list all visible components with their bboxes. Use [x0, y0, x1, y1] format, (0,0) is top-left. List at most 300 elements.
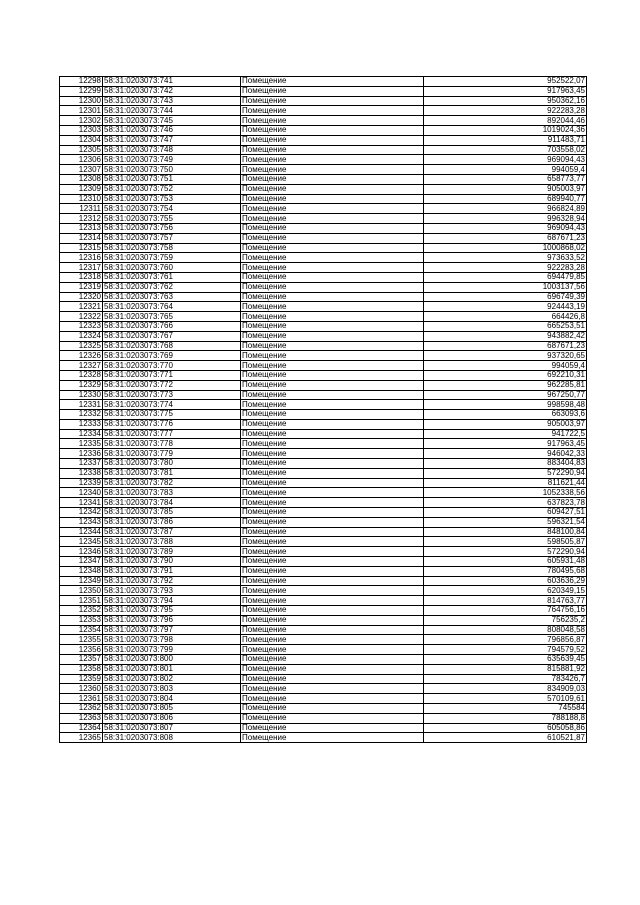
cadastral-number-cell: 58:31:0203073:765 [103, 312, 241, 322]
cadastral-value-cell: 689940,77 [424, 194, 587, 204]
table-row [60, 733, 587, 743]
cadastral-number-cell: 58:31:0203073:799 [103, 645, 241, 655]
object-type-cell: Помещение [241, 351, 424, 361]
object-type-cell: Помещение [241, 449, 424, 459]
table-row [60, 468, 587, 478]
cadastral-number-cell: 58:31:0203073:742 [103, 86, 241, 96]
cadastral-number-cell: 58:31:0203073:755 [103, 214, 241, 224]
table-row [60, 645, 587, 655]
cadastral-number-cell: 58:31:0203073:797 [103, 625, 241, 635]
row-number-cell: 12328 [60, 370, 103, 380]
cadastral-value-cell: 596321,54 [424, 517, 587, 527]
table-row [60, 145, 587, 155]
cadastral-value-cell: 969094,43 [424, 155, 587, 165]
cadastral-value-cell: 973633,52 [424, 253, 587, 263]
cadastral-value-cell: 664426,8 [424, 312, 587, 322]
row-number-cell: 12309 [60, 184, 103, 194]
cadastral-value-cell: 635639,45 [424, 655, 587, 665]
object-type-cell: Помещение [241, 165, 424, 175]
row-number-cell: 12341 [60, 498, 103, 508]
cadastral-value-cell: 605058,86 [424, 723, 587, 733]
cadastral-value-cell: 780495,68 [424, 566, 587, 576]
cadastral-value-cell: 814763,77 [424, 596, 587, 606]
row-number-cell: 12352 [60, 606, 103, 616]
cadastral-value-cell: 687671,23 [424, 341, 587, 351]
object-type-cell: Помещение [241, 733, 424, 743]
table-row [60, 625, 587, 635]
row-number-cell: 12361 [60, 694, 103, 704]
table-row [60, 566, 587, 576]
cadastral-value-cell: 609427,51 [424, 508, 587, 518]
cadastral-number-cell: 58:31:0203073:772 [103, 380, 241, 390]
table-row [60, 615, 587, 625]
row-number-cell: 12348 [60, 566, 103, 576]
cadastral-value-cell: 808048,58 [424, 625, 587, 635]
table-row [60, 184, 587, 194]
cadastral-number-cell: 58:31:0203073:802 [103, 674, 241, 684]
cadastral-number-cell: 58:31:0203073:760 [103, 263, 241, 273]
cadastral-number-cell: 58:31:0203073:758 [103, 243, 241, 253]
table-row [60, 135, 587, 145]
cadastral-value-cell: 1003137,56 [424, 282, 587, 292]
table-row [60, 253, 587, 263]
object-type-cell: Помещение [241, 370, 424, 380]
cadastral-number-cell: 58:31:0203073:764 [103, 302, 241, 312]
table-row [60, 508, 587, 518]
cadastral-value-cell: 994059,4 [424, 361, 587, 371]
row-number-cell: 12321 [60, 302, 103, 312]
object-type-cell: Помещение [241, 596, 424, 606]
table-row [60, 449, 587, 459]
object-type-cell: Помещение [241, 263, 424, 273]
cadastral-number-cell: 58:31:0203073:762 [103, 282, 241, 292]
cadastral-value-cell: 794579,52 [424, 645, 587, 655]
row-number-cell: 12320 [60, 292, 103, 302]
row-number-cell: 12305 [60, 145, 103, 155]
cadastral-value-cell: 598505,87 [424, 537, 587, 547]
cadastral-number-cell: 58:31:0203073:790 [103, 557, 241, 567]
row-number-cell: 12313 [60, 223, 103, 233]
cadastral-number-cell: 58:31:0203073:803 [103, 684, 241, 694]
cadastral-number-cell: 58:31:0203073:775 [103, 410, 241, 420]
object-type-cell: Помещение [241, 116, 424, 126]
object-type-cell: Помещение [241, 664, 424, 674]
cadastral-number-cell: 58:31:0203073:777 [103, 429, 241, 439]
object-type-cell: Помещение [241, 135, 424, 145]
table-row [60, 214, 587, 224]
row-number-cell: 12362 [60, 704, 103, 714]
object-type-cell: Помещение [241, 713, 424, 723]
row-number-cell: 12344 [60, 527, 103, 537]
object-type-cell: Помещение [241, 390, 424, 400]
cadastral-value-cell: 922283,28 [424, 106, 587, 116]
table-row [60, 527, 587, 537]
table-row [60, 86, 587, 96]
cadastral-number-cell: 58:31:0203073:747 [103, 135, 241, 145]
row-number-cell: 12310 [60, 194, 103, 204]
cadastral-number-cell: 58:31:0203073:759 [103, 253, 241, 263]
object-type-cell: Помещение [241, 527, 424, 537]
cadastral-number-cell: 58:31:0203073:753 [103, 194, 241, 204]
cadastral-number-cell: 58:31:0203073:778 [103, 439, 241, 449]
row-number-cell: 12359 [60, 674, 103, 684]
row-number-cell: 12312 [60, 214, 103, 224]
cadastral-value-cell: 764756,16 [424, 606, 587, 616]
cadastral-value-cell: 922283,28 [424, 263, 587, 273]
row-number-cell: 12308 [60, 174, 103, 184]
row-number-cell: 12364 [60, 723, 103, 733]
cadastral-number-cell: 58:31:0203073:769 [103, 351, 241, 361]
cadastral-value-cell: 924443,19 [424, 302, 587, 312]
table-row [60, 723, 587, 733]
row-number-cell: 12302 [60, 116, 103, 126]
cadastral-number-cell: 58:31:0203073:780 [103, 459, 241, 469]
row-number-cell: 12325 [60, 341, 103, 351]
table-row [60, 204, 587, 214]
cadastral-number-cell: 58:31:0203073:743 [103, 96, 241, 106]
cadastral-value-cell: 848100,84 [424, 527, 587, 537]
object-type-cell: Помещение [241, 292, 424, 302]
table-row [60, 410, 587, 420]
row-number-cell: 12300 [60, 96, 103, 106]
table-row [60, 478, 587, 488]
table-row [60, 194, 587, 204]
cadastral-value-cell: 703558,02 [424, 145, 587, 155]
cadastral-value-cell: 883404,83 [424, 459, 587, 469]
cadastral-value-cell: 620349,15 [424, 586, 587, 596]
cadastral-number-cell: 58:31:0203073:800 [103, 655, 241, 665]
object-type-cell: Помещение [241, 615, 424, 625]
cadastral-number-cell: 58:31:0203073:774 [103, 400, 241, 410]
row-number-cell: 12332 [60, 410, 103, 420]
table-body [60, 77, 587, 743]
cadastral-number-cell: 58:31:0203073:748 [103, 145, 241, 155]
table-row [60, 233, 587, 243]
object-type-cell: Помещение [241, 194, 424, 204]
table-row [60, 263, 587, 273]
row-number-cell: 12356 [60, 645, 103, 655]
table-row [60, 116, 587, 126]
row-number-cell: 12333 [60, 419, 103, 429]
object-type-cell: Помещение [241, 557, 424, 567]
table-row [60, 125, 587, 135]
row-number-cell: 12315 [60, 243, 103, 253]
row-number-cell: 12304 [60, 135, 103, 145]
table-row [60, 351, 587, 361]
cadastral-number-cell: 58:31:0203073:741 [103, 77, 241, 87]
row-number-cell: 12327 [60, 361, 103, 371]
table-row [60, 165, 587, 175]
cadastral-value-cell: 756235,2 [424, 615, 587, 625]
object-type-cell: Помещение [241, 498, 424, 508]
cadastral-number-cell: 58:31:0203073:745 [103, 116, 241, 126]
table-row [60, 655, 587, 665]
object-type-cell: Помещение [241, 106, 424, 116]
cadastral-number-cell: 58:31:0203073:783 [103, 488, 241, 498]
object-type-cell: Помещение [241, 233, 424, 243]
cadastral-value-cell: 663093,6 [424, 410, 587, 420]
table-row [60, 96, 587, 106]
table-row [60, 400, 587, 410]
cadastral-value-cell: 637823,78 [424, 498, 587, 508]
object-type-cell: Помещение [241, 704, 424, 714]
cadastral-number-cell: 58:31:0203073:782 [103, 478, 241, 488]
object-type-cell: Помещение [241, 655, 424, 665]
row-number-cell: 12306 [60, 155, 103, 165]
object-type-cell: Помещение [241, 576, 424, 586]
cadastral-value-cell: 962285,81 [424, 380, 587, 390]
cadastral-value-cell: 994059,4 [424, 165, 587, 175]
cadastral-number-cell: 58:31:0203073:788 [103, 537, 241, 547]
cadastral-value-cell: 911483,71 [424, 135, 587, 145]
cadastral-value-cell: 1019024,36 [424, 125, 587, 135]
object-type-cell: Помещение [241, 410, 424, 420]
row-number-cell: 12346 [60, 547, 103, 557]
table-row [60, 380, 587, 390]
cadastral-number-cell: 58:31:0203073:787 [103, 527, 241, 537]
cadastral-number-cell: 58:31:0203073:792 [103, 576, 241, 586]
row-number-cell: 12351 [60, 596, 103, 606]
table-row [60, 390, 587, 400]
table-row [60, 439, 587, 449]
object-type-cell: Помещение [241, 96, 424, 106]
row-number-cell: 12324 [60, 331, 103, 341]
object-type-cell: Помещение [241, 331, 424, 341]
cadastral-number-cell: 58:31:0203073:786 [103, 517, 241, 527]
cadastral-number-cell: 58:31:0203073:761 [103, 272, 241, 282]
table-row [60, 498, 587, 508]
cadastral-value-cell: 692210,31 [424, 370, 587, 380]
object-type-cell: Помещение [241, 419, 424, 429]
row-number-cell: 12343 [60, 517, 103, 527]
cadastral-number-cell: 58:31:0203073:798 [103, 635, 241, 645]
row-number-cell: 12365 [60, 733, 103, 743]
cadastral-number-cell: 58:31:0203073:751 [103, 174, 241, 184]
object-type-cell: Помещение [241, 302, 424, 312]
object-type-cell: Помещение [241, 155, 424, 165]
row-number-cell: 12335 [60, 439, 103, 449]
cadastral-value-cell: 687671,23 [424, 233, 587, 243]
cadastral-number-cell: 58:31:0203073:757 [103, 233, 241, 243]
row-number-cell: 12318 [60, 272, 103, 282]
cadastral-number-cell: 58:31:0203073:756 [103, 223, 241, 233]
row-number-cell: 12349 [60, 576, 103, 586]
object-type-cell: Помещение [241, 174, 424, 184]
object-type-cell: Помещение [241, 312, 424, 322]
cadastral-value-cell: 605931,48 [424, 557, 587, 567]
row-number-cell: 12345 [60, 537, 103, 547]
cadastral-value-cell: 783426,7 [424, 674, 587, 684]
table-row [60, 576, 587, 586]
cadastral-value-cell: 570109,61 [424, 694, 587, 704]
object-type-cell: Помещение [241, 86, 424, 96]
row-number-cell: 12347 [60, 557, 103, 567]
row-number-cell: 12331 [60, 400, 103, 410]
cadastral-number-cell: 58:31:0203073:776 [103, 419, 241, 429]
cadastral-value-cell: 745584 [424, 704, 587, 714]
cadastral-value-cell: 1052338,56 [424, 488, 587, 498]
cadastral-value-cell: 969094,43 [424, 223, 587, 233]
cadastral-number-cell: 58:31:0203073:796 [103, 615, 241, 625]
object-type-cell: Помещение [241, 125, 424, 135]
object-type-cell: Помещение [241, 547, 424, 557]
row-number-cell: 12311 [60, 204, 103, 214]
object-type-cell: Помещение [241, 459, 424, 469]
cadastral-value-cell: 834909,03 [424, 684, 587, 694]
cadastral-number-cell: 58:31:0203073:789 [103, 547, 241, 557]
object-type-cell: Помещение [241, 439, 424, 449]
cadastral-value-cell: 658773,77 [424, 174, 587, 184]
row-number-cell: 12301 [60, 106, 103, 116]
cadastral-number-cell: 58:31:0203073:763 [103, 292, 241, 302]
row-number-cell: 12314 [60, 233, 103, 243]
cadastral-number-cell: 58:31:0203073:784 [103, 498, 241, 508]
object-type-cell: Помещение [241, 478, 424, 488]
row-number-cell: 12334 [60, 429, 103, 439]
table-row [60, 282, 587, 292]
cadastral-number-cell: 58:31:0203073:801 [103, 664, 241, 674]
table-row [60, 557, 587, 567]
row-number-cell: 12326 [60, 351, 103, 361]
cadastral-number-cell: 58:31:0203073:752 [103, 184, 241, 194]
object-type-cell: Помещение [241, 321, 424, 331]
object-type-cell: Помещение [241, 684, 424, 694]
table-row [60, 596, 587, 606]
cadastral-number-cell: 58:31:0203073:806 [103, 713, 241, 723]
table-row [60, 704, 587, 714]
object-type-cell: Помещение [241, 537, 424, 547]
table-row [60, 488, 587, 498]
object-type-cell: Помещение [241, 625, 424, 635]
cadastral-value-cell: 917963,45 [424, 439, 587, 449]
cadastral-value-cell: 892044,46 [424, 116, 587, 126]
cadastral-value-cell: 905003,97 [424, 184, 587, 194]
table-row [60, 174, 587, 184]
object-type-cell: Помещение [241, 586, 424, 596]
cadastral-value-cell: 603636,29 [424, 576, 587, 586]
table-row [60, 459, 587, 469]
row-number-cell: 12339 [60, 478, 103, 488]
object-type-cell: Помещение [241, 488, 424, 498]
row-number-cell: 12330 [60, 390, 103, 400]
cadastral-value-cell: 943882,42 [424, 331, 587, 341]
object-type-cell: Помещение [241, 341, 424, 351]
object-type-cell: Помещение [241, 145, 424, 155]
object-type-cell: Помещение [241, 184, 424, 194]
object-type-cell: Помещение [241, 508, 424, 518]
cadastral-number-cell: 58:31:0203073:744 [103, 106, 241, 116]
table-row [60, 321, 587, 331]
object-type-cell: Помещение [241, 272, 424, 282]
table-row [60, 684, 587, 694]
cadastral-value-cell: 905003,97 [424, 419, 587, 429]
object-type-cell: Помещение [241, 674, 424, 684]
cadastral-value-cell: 937320,65 [424, 351, 587, 361]
row-number-cell: 12360 [60, 684, 103, 694]
object-type-cell: Помещение [241, 517, 424, 527]
object-type-cell: Помещение [241, 253, 424, 263]
object-type-cell: Помещение [241, 282, 424, 292]
cadastral-number-cell: 58:31:0203073:779 [103, 449, 241, 459]
cadastral-value-cell: 610521,87 [424, 733, 587, 743]
cadastral-number-cell: 58:31:0203073:770 [103, 361, 241, 371]
row-number-cell: 12337 [60, 459, 103, 469]
cadastral-number-cell: 58:31:0203073:795 [103, 606, 241, 616]
cadastral-value-cell: 811621,44 [424, 478, 587, 488]
property-table [59, 76, 587, 743]
object-type-cell: Помещение [241, 214, 424, 224]
cadastral-value-cell: 952522,07 [424, 77, 587, 87]
object-type-cell: Помещение [241, 723, 424, 733]
object-type-cell: Помещение [241, 380, 424, 390]
cadastral-value-cell: 815881,92 [424, 664, 587, 674]
table-row [60, 713, 587, 723]
row-number-cell: 12336 [60, 449, 103, 459]
object-type-cell: Помещение [241, 645, 424, 655]
row-number-cell: 12303 [60, 125, 103, 135]
table-row [60, 106, 587, 116]
cadastral-value-cell: 998598,48 [424, 400, 587, 410]
row-number-cell: 12363 [60, 713, 103, 723]
row-number-cell: 12323 [60, 321, 103, 331]
object-type-cell: Помещение [241, 429, 424, 439]
cadastral-number-cell: 58:31:0203073:804 [103, 694, 241, 704]
object-type-cell: Помещение [241, 361, 424, 371]
table-row [60, 292, 587, 302]
row-number-cell: 12358 [60, 664, 103, 674]
object-type-cell: Помещение [241, 606, 424, 616]
cadastral-value-cell: 950362,16 [424, 96, 587, 106]
row-number-cell: 12319 [60, 282, 103, 292]
cadastral-number-cell: 58:31:0203073:793 [103, 586, 241, 596]
table-row [60, 674, 587, 684]
cadastral-value-cell: 788188,8 [424, 713, 587, 723]
table-row [60, 547, 587, 557]
cadastral-number-cell: 58:31:0203073:746 [103, 125, 241, 135]
table-row [60, 312, 587, 322]
cadastral-number-cell: 58:31:0203073:771 [103, 370, 241, 380]
cadastral-number-cell: 58:31:0203073:754 [103, 204, 241, 214]
cadastral-value-cell: 996328,94 [424, 214, 587, 224]
cadastral-number-cell: 58:31:0203073:749 [103, 155, 241, 165]
cadastral-number-cell: 58:31:0203073:805 [103, 704, 241, 714]
table-row [60, 243, 587, 253]
cadastral-value-cell: 665253,51 [424, 321, 587, 331]
object-type-cell: Помещение [241, 243, 424, 253]
row-number-cell: 12357 [60, 655, 103, 665]
cadastral-number-cell: 58:31:0203073:773 [103, 390, 241, 400]
table-row [60, 361, 587, 371]
row-number-cell: 12342 [60, 508, 103, 518]
object-type-cell: Помещение [241, 204, 424, 214]
row-number-cell: 12338 [60, 468, 103, 478]
table-row [60, 694, 587, 704]
cadastral-number-cell: 58:31:0203073:785 [103, 508, 241, 518]
cadastral-number-cell: 58:31:0203073:768 [103, 341, 241, 351]
table-row [60, 341, 587, 351]
row-number-cell: 12316 [60, 253, 103, 263]
table-row [60, 223, 587, 233]
table-row [60, 272, 587, 282]
table-row [60, 586, 587, 596]
cadastral-number-cell: 58:31:0203073:794 [103, 596, 241, 606]
table-row [60, 664, 587, 674]
cadastral-value-cell: 917963,45 [424, 86, 587, 96]
cadastral-value-cell: 967250,77 [424, 390, 587, 400]
row-number-cell: 12353 [60, 615, 103, 625]
table-row [60, 419, 587, 429]
table-row [60, 635, 587, 645]
